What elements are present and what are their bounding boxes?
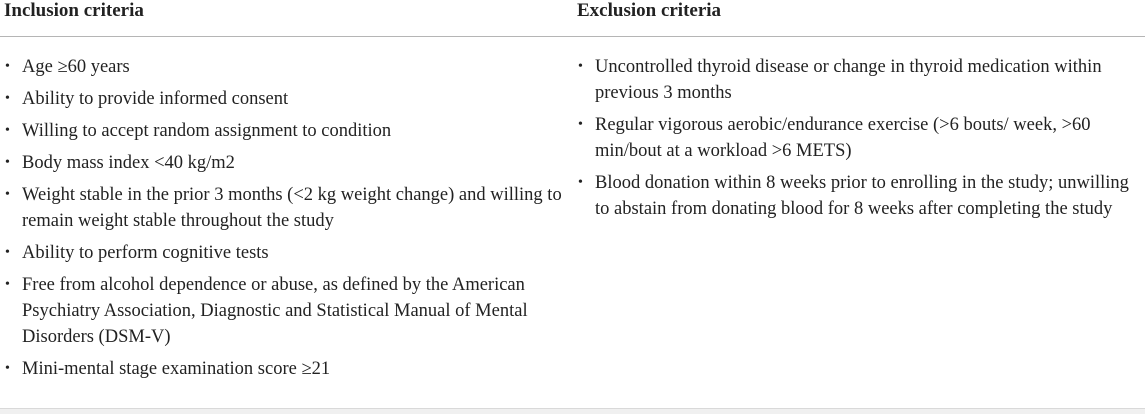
bullet-icon: • (5, 277, 10, 292)
bullet-icon: • (5, 91, 10, 106)
bullet-icon: • (5, 155, 10, 170)
inclusion-item-age (2, 54, 562, 80)
exclusion-item-blood-donation (575, 170, 1135, 222)
list-item-text: Ability to perform cognitive tests (22, 243, 269, 263)
list-item-text: Age ≥60 years (22, 57, 130, 77)
table-bottom-rule (0, 408, 1145, 414)
exclusion-item-exercise (575, 112, 1135, 164)
inclusion-item-consent (2, 86, 562, 112)
bullet-icon: • (578, 59, 583, 74)
inclusion-criteria-list (2, 54, 562, 388)
inclusion-item-bmi (2, 150, 562, 176)
inclusion-criteria-header: Inclusion criteria (4, 0, 144, 21)
header-divider (0, 36, 1145, 37)
bullet-icon: • (5, 361, 10, 376)
list-item-text: Ability to provide informed consent (22, 89, 289, 109)
list-item-text: Body mass index <40 kg/m2 (22, 153, 235, 173)
bullet-icon: • (5, 59, 10, 74)
exclusion-item-thyroid (575, 54, 1135, 106)
bullet-icon: • (578, 175, 583, 190)
inclusion-item-cognitive-tests (2, 240, 562, 266)
list-item-text: Weight stable in the prior 3 months (<2 kg weight change) and willing to remain weight stable throughout the study (22, 185, 562, 231)
exclusion-criteria-list (575, 54, 1135, 228)
list-item-text: Willing to accept random assignment to condition (22, 121, 392, 141)
bullet-icon: • (578, 117, 583, 132)
inclusion-item-weight-stable (2, 182, 562, 234)
bullet-icon: • (5, 187, 10, 202)
list-item-text: Blood donation within 8 weeks prior to enrolling in the study; unwilling to abstain from donating blood for 8 weeks after completing the study (595, 173, 1129, 219)
inclusion-item-alcohol (2, 272, 562, 350)
list-item-text: Regular vigorous aerobic/endurance exercise (>6 bouts/ week, >60 min/bout at a workload >6 METS) (595, 115, 1091, 161)
inclusion-item-mmse (2, 356, 562, 382)
bullet-icon: • (5, 123, 10, 138)
list-item-text: Free from alcohol dependence or abuse, as defined by the American Psychiatry Association, Diagnostic and Statistical Manual of Mental Disorders (DSM-V) (22, 275, 528, 347)
bullet-icon: • (5, 245, 10, 260)
exclusion-criteria-header: Exclusion criteria (577, 0, 722, 21)
inclusion-item-random-assignment (2, 118, 562, 144)
list-item-text: Mini-mental stage examination score ≥21 (22, 359, 331, 379)
table-header-row (0, 0, 1145, 37)
list-item-text: Uncontrolled thyroid disease or change in thyroid medication within previous 3 months (595, 57, 1102, 103)
